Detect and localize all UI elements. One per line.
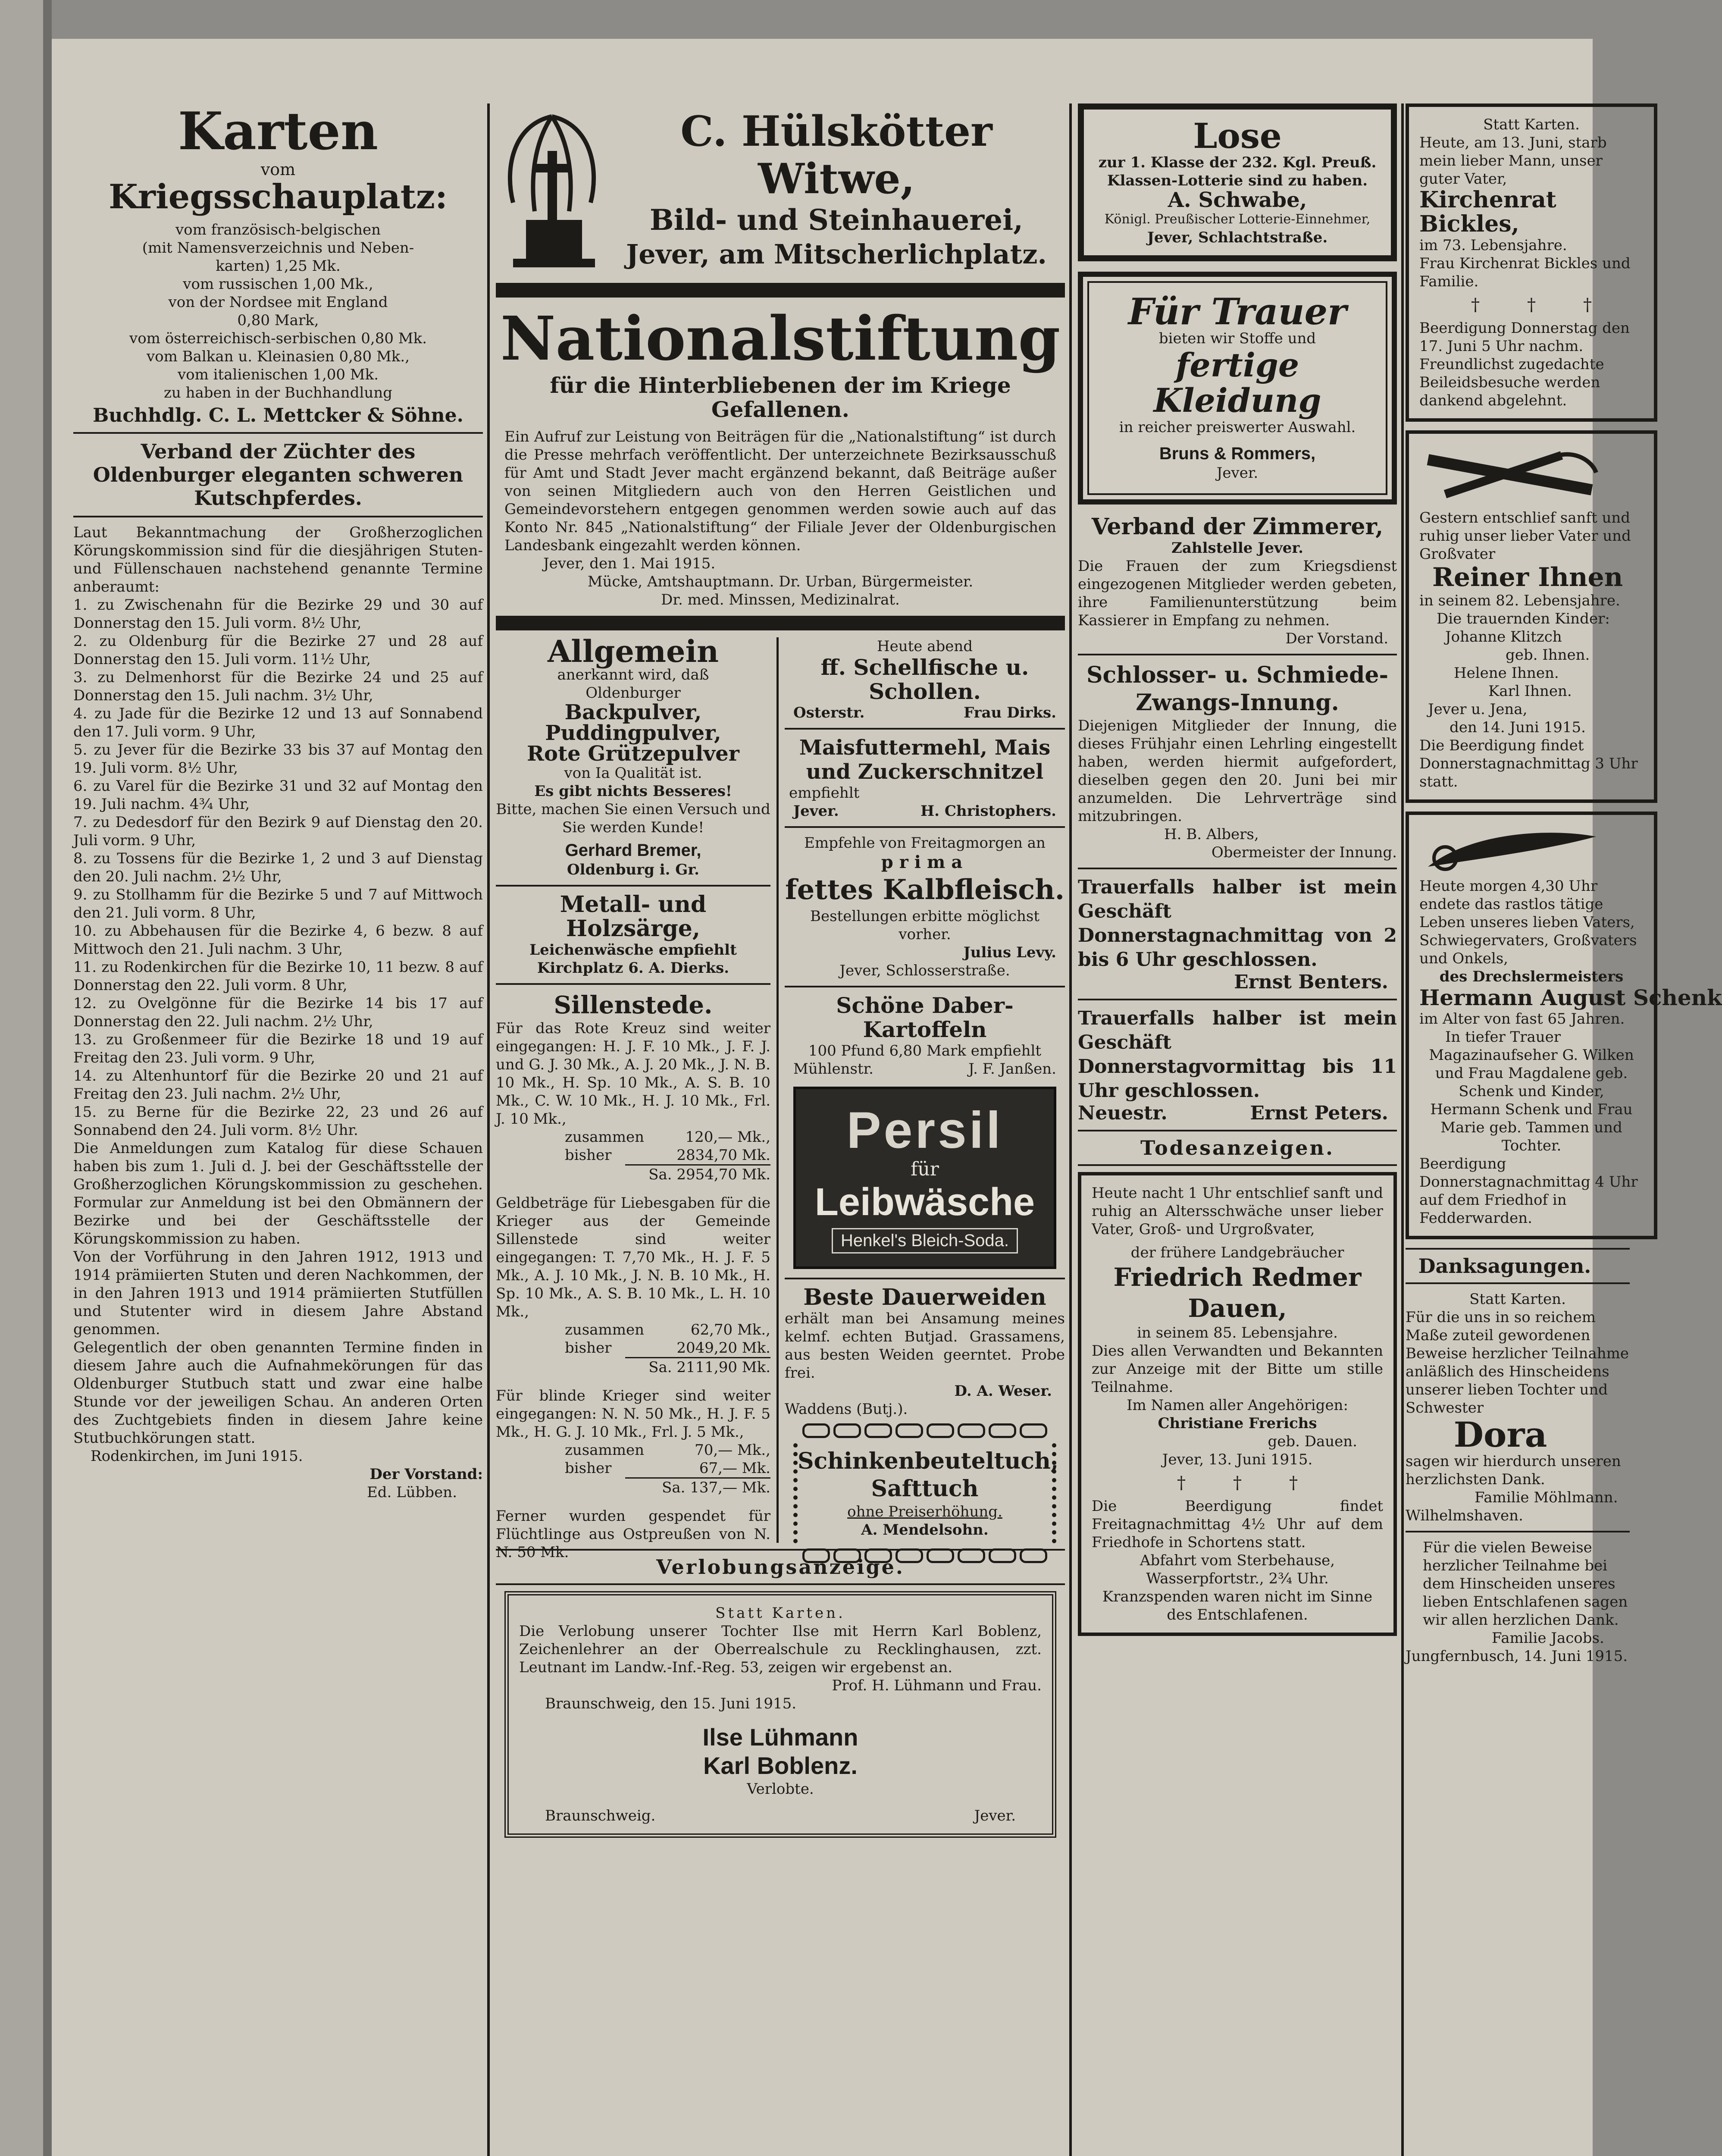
column-1 [73, 103, 483, 1501]
mais-ad [785, 736, 1065, 820]
subcolumn-left [496, 633, 779, 1561]
dora-danksagung [1406, 1290, 1630, 1525]
newspaper-page [52, 39, 1722, 2156]
sum-label: zusammen [565, 1321, 645, 1338]
divider [1406, 1531, 1630, 1532]
sum-row [496, 1146, 770, 1164]
mais-title: Maisfuttermehl, Mais und Zuckerschnitzel [799, 736, 1051, 784]
schlosser-role: Obermeister der Innung. [1211, 844, 1397, 861]
sum-row [496, 1339, 770, 1357]
bookshop-name: Buchhdlg. C. L. Mettcker & Söhne. [93, 404, 463, 426]
dauen-kranz: Kranzspenden waren nicht im Sinne des Entschlafenen. [1102, 1588, 1373, 1623]
termin-item: 10. zu Abbehausen für die Bezirke 4, 6 bezw. 8 auf Mittwoch den 21. Juli nachm. 3 Uhr, [73, 922, 483, 958]
sillenstede-notice [496, 991, 770, 1561]
termin-item: 12. zu Ovelgönne für die Bezirke 14 bis 17 auf Donnerstag den 22. Juli nachm. 2½ Uhr, [73, 995, 483, 1030]
karten-title: Karten [178, 101, 379, 162]
sum-value: 120,— Mk., [685, 1128, 770, 1146]
kartoffel-address: Mühlenstr. [793, 1060, 874, 1078]
fish-pre: Heute abend [877, 638, 973, 655]
cross-icon: † [1289, 1473, 1298, 1493]
schenk-s1: Magazinaufseher G. Wilken und Frau Magdalene geb. Schenk und Kinder, [1429, 1047, 1634, 1100]
divider [785, 1278, 1065, 1279]
termin-item: 14. zu Altenhuntorf für die Bezirke 20 und 21 auf Freitag den 23. Juli nachm. 2½ Uhr, [73, 1067, 483, 1103]
map-item: vom Balkan u. Kleinasien 0,80 Mk., [146, 348, 410, 365]
firm-name: Gerhard Bremer, [565, 841, 701, 860]
trauer-firm: Bruns & Rommers, [1159, 444, 1316, 463]
schlosser-name: H. B. Albers, [1164, 826, 1259, 843]
cross-icon: † [1233, 1473, 1242, 1493]
ihnen-date: Jever u. Jena, [1428, 701, 1528, 718]
mais-address: Jever. [793, 802, 839, 820]
schlosser-text: Diejenigen Mitglieder der Innung, die dieses Frühjahr einen Lehrling eingestellt haben, werden hiermit aufgefordert, dieselben gegen den 20. Juni bei mir anzumelden. Die Lehrverträge sind mitzubringen. [1078, 717, 1397, 825]
slogan: Es gibt nichts Besseres! [534, 783, 732, 800]
bickles-statt: Statt Karten. [1483, 116, 1580, 133]
sillenstede-title: Sillenstede. [554, 991, 713, 1019]
lose-ad [1078, 103, 1397, 261]
palm-cross-icon [1419, 442, 1600, 507]
ihnen-beerdigung: Die Beerdigung findet Donnerstagnachmittag 3 Uhr statt. [1419, 737, 1638, 790]
bickles-age: im 73. Lebensjahre. [1419, 237, 1567, 254]
bitte-text: Bitte, machen Sie einen Versuch und Sie werden Kunde! [496, 801, 770, 836]
ihnen-kind: Karl Ihnen. [1488, 683, 1572, 700]
geld-text: Geldbeträge für Liebesgaben für die Krieger aus der Gemeinde Sillenstede sind weiter eingegangen: T. 7,70 Mk., H. J. F. 5 Mk., A. J. 10 Mk., J. N. B. 10 Mk., H. Sp. 10 Mk., A. S. B. 10 Mk., L. H. 10 Mk., [496, 1194, 770, 1320]
sum-total: Sa. 2111,90 Mk. [625, 1357, 770, 1376]
dank-statt: Statt Karten. [1469, 1291, 1566, 1308]
termin-item: 5. zu Jever für die Bezirke 33 bis 37 auf Montag den 19. Juli vorm. 8½ Uhr, [73, 741, 483, 777]
karten-subtitle: Kriegsschauplatz: [109, 177, 448, 216]
allgemein-line: anerkannt wird, daß [557, 666, 709, 683]
product-name: Rote Grützepulver [527, 742, 739, 766]
peters-address: Neuestr. [1078, 1102, 1168, 1124]
city-right: Jever. [974, 1807, 1016, 1824]
dauen-abfahrt: Abfahrt vom Sterbehause, Wasserpfortstr., 2¾ Uhr. [1140, 1552, 1335, 1587]
verlobung-heading: Verlobungsanzeige. [656, 1555, 905, 1579]
termin-item: 4. zu Jade für die Bezirke 12 und 13 auf Sonnabend den 17. Juli vorm. 9 Uhr, [73, 705, 483, 740]
black-bar [496, 616, 1065, 630]
peters-name: Ernst Peters. [1250, 1102, 1388, 1124]
kartoffel-footer [785, 1060, 1065, 1078]
divider [785, 826, 1065, 828]
persil-ad [793, 1087, 1056, 1269]
dauen-namen: Im Namen aller Angehörigen: [1127, 1397, 1348, 1414]
nationalstiftung-text: Ein Aufruf zur Leistung von Beiträgen für die „Nationalstiftung“ ist durch die Presse mehrfach veröffentlicht. Der unterzeichnete Bezirksausschuß für Amt und Stadt Jever macht ergänzend bekannt, daß Beiträge außer von seinen Mitgliedern auch von den Herren Geistlichen und Gemeindevorstehern entgegen genommen werden sowie auch auf das Konto Nr. 845 „Nationalstiftung“ der Filiale Jever der Oldenburgischen Landesbank eingezahlt werden können. [504, 428, 1056, 554]
schenk-age: im Alter von fast 65 Jahren. [1419, 1010, 1625, 1028]
allgemein-line: Oldenburger [585, 684, 681, 702]
sum-label: bisher [565, 1460, 612, 1477]
trauer-title2: fertige Kleidung [1153, 346, 1321, 420]
ihnen-kind: Johanne Klitzch [1445, 628, 1562, 646]
ihnen-age: in seinem 82. Lebensjahre. [1419, 592, 1620, 609]
bickles-name: Kirchenrat Bickles, [1419, 187, 1556, 237]
persil-leibwaesche: Leibwäsche [814, 1181, 1035, 1224]
sum-value: 70,— Mk., [695, 1442, 770, 1459]
ferner-text: Ferner wurden gespendet für Flüchtlinge aus Ostpreußen von N. N. 50 Mk. [496, 1507, 770, 1561]
dauerweiden-name: D. A. Weser. [954, 1382, 1052, 1400]
termin-item: 15. zu Berne für die Bezirke 22, 23 und 26 auf Sonnabend den 24. Juli vorm. 8½ Uhr. [73, 1103, 483, 1139]
mais-footer [785, 802, 1065, 820]
column-rule [1069, 103, 1072, 2156]
verband-intro: Laut Bekanntmachung der Großherzoglichen Körungskommission sind für die diesjährigen Stuten- und Füllenschauen nachstehend genannte Termine anberaumt: [73, 524, 483, 595]
column-4 [1406, 103, 1722, 1665]
termin-item: 7. zu Dedesdorf für den Bezirk 9 auf Dienstag den 20. Juli vorm. 9 Uhr, [73, 814, 483, 849]
sum-row [496, 1459, 770, 1477]
map-item: vom russischen 1,00 Mk., [183, 276, 373, 293]
termin-item: 8. zu Tossens für die Bezirke 1, 2 und 3 auf Dienstag den 20. Juli nachm. 2½ Uhr, [73, 850, 483, 885]
huelskoetter-name: C. Hülskötter Witwe, [680, 107, 992, 203]
map-item: von der Nordsee mit England [168, 294, 388, 311]
bickles-sign: Frau Kirchenrat Bickles und Familie. [1419, 255, 1631, 290]
dauen-name: Friedrich Redmer Dauen, [1113, 1263, 1362, 1323]
column-rule [1401, 103, 1404, 2156]
ihnen-trauer: Die trauernden Kinder: [1437, 610, 1610, 627]
huelskoetter-sub: Bild- und Steinhauerei, [649, 203, 1024, 237]
sum-label: zusammen [565, 1442, 645, 1459]
verlobung-label: Verlobte. [747, 1780, 814, 1798]
kalb-pre: Empfehle von Freitagmorgen an [804, 834, 1046, 852]
termin-item: 6. zu Varel für die Bezirke 31 und 32 auf Montag den 19. Juli nachm. 4¾ Uhr, [73, 777, 483, 813]
sum-label: zusammen [565, 1128, 645, 1146]
bickles-freund: Freundlichst zugedachte Beileidsbesuche werden dankend abgelehnt. [1419, 356, 1604, 409]
lose-sub: Königl. Preußischer Lotterie-Einnehmer, [1104, 212, 1371, 227]
cross-row [1419, 295, 1644, 315]
product-name: Puddingpulver, [545, 721, 721, 745]
danksagungen-heading: Danksagungen. [1418, 1254, 1591, 1278]
zimmerer-sign: Der Vorstand. [1285, 630, 1388, 647]
column-2 [496, 103, 1065, 1842]
lose-name: A. Schwabe, [1168, 188, 1307, 212]
zimmerer-sub: Zahlstelle Jever. [1171, 539, 1303, 557]
saerge-sub: Leichenwäsche empfiehlt [529, 941, 737, 959]
divider [1078, 654, 1397, 655]
schlosser-notice [1078, 661, 1397, 862]
kartoffel-title: Schöne Daber-Kartoffeln [836, 993, 1014, 1042]
sum-row [496, 1441, 770, 1459]
persil-henkel: Henkel's Bleich-Soda. [832, 1228, 1018, 1253]
sum-label: bisher [565, 1339, 612, 1357]
cross-icon: † [1527, 295, 1536, 315]
kartoffel-name: J. F. Janßen. [968, 1060, 1056, 1078]
benters-text: Trauerfalls halber ist mein Geschäft Donnerstagnachmittag von 2 bis 6 Uhr geschlossen. [1078, 876, 1397, 971]
dauen-text: Heute nacht 1 Uhr entschlief sanft und ruhig an Altersschwäche unser lieber Vater, Groß- und Urgroßvater, [1092, 1185, 1383, 1238]
page-stack-edge [43, 0, 52, 2156]
signature-title: Der Vorstand: [369, 1466, 483, 1483]
kalb-address: Jever, Schlosserstraße. [839, 962, 1010, 979]
dauen-date: Jever, 13. Juni 1915. [1162, 1451, 1313, 1468]
cross-icon: † [1471, 295, 1480, 315]
map-item: 0,80 Mark, [237, 312, 319, 329]
kalbfleisch-ad [785, 834, 1065, 980]
kalb-text: Bestellungen erbitte möglichst vorher. [810, 908, 1039, 943]
verlobung-cities [519, 1798, 1042, 1825]
sum-row [496, 1128, 770, 1146]
fish-name: Frau Dirks. [964, 704, 1056, 721]
schenk-text: Heute morgen 4,30 Uhr endete das rastlos tätige Leben unseres lieben Vaters, Schwiegervaters, Großvaters und Onkels, [1419, 877, 1637, 967]
schenk-trauer: In tiefer Trauer [1445, 1028, 1561, 1046]
bickles-text: Heute, am 13. Juni, starb mein lieber Mann, unser guter Vater, [1419, 134, 1607, 188]
trauer-sub: bieten wir Stoffe und [1158, 330, 1316, 347]
allgemein-ad [496, 633, 770, 879]
map-item: zu haben in der Buchhandlung [164, 384, 392, 401]
signature-name: Ed. Lübben. [366, 1484, 457, 1501]
zimmerer-notice [1078, 515, 1397, 648]
map-item: (mit Namensverzeichnis und Neben- [142, 239, 414, 257]
termin-item: 9. zu Stollhamm für die Bezirke 5 und 7 auf Mittwoch den 21. Juli vorm. 8 Uhr, [73, 886, 483, 921]
sum-value: 2049,20 Mk. [676, 1339, 770, 1357]
termin-item: 13. zu Großenmeer für die Bezirke 18 und 19 auf Freitag den 23. Juli vorm. 9 Uhr, [73, 1031, 483, 1066]
verlobung-text: Die Verlobung unserer Tochter Ilse mit Herrn Karl Boblenz, Zeichenlehrer an der Oberrealschule zu Recklinghausen, zzt. Leutnant im Landw.-Inf.-Reg. 53, zeigen wir ergebenst an. [519, 1623, 1042, 1676]
termin-item: 3. zu Delmenhorst für die Bezirke 24 und 25 auf Donnerstag den 15. Juli nachm. 3½ Uhr, [73, 669, 483, 704]
ihnen-obituary [1406, 430, 1657, 803]
jacobs-danksagung [1406, 1539, 1630, 1665]
product-name: Backpulver, [564, 700, 702, 724]
divider [1078, 868, 1397, 869]
column-3 [1078, 103, 1397, 1645]
kalb-row [785, 907, 1065, 943]
schenk-beerdigung: Beerdigung Donnerstagnachmittag 4 Uhr auf dem Friedhof in Fedderwarden. [1419, 1155, 1638, 1227]
schinken-sub: ohne Preiserhöhung. [847, 1503, 1002, 1520]
firm-city: Oldenburg i. Gr. [567, 861, 699, 878]
nationalstiftung-date: Jever, den 1. Mai 1915. [543, 555, 716, 572]
dauerweiden-ad [785, 1285, 1065, 1418]
schinken-ad [793, 1443, 1059, 1543]
bride-name: Ilse Lühmann [702, 1724, 858, 1751]
fish-title: ff. Schellfische u. Schollen. [820, 655, 1029, 704]
dauen-sign2: geb. Dauen. [1268, 1433, 1357, 1450]
map-item: vom französisch-belgischen [175, 221, 381, 238]
ihnen-date2: den 14. Juni 1915. [1450, 719, 1586, 736]
sillenstede-text: Für das Rote Kreuz sind weiter eingegangen: H. J. F. 10 Mk., J. F. J. und G. J. 30 Mk., A. J. 20 Mk., J. N. B. 10 Mk., H. Sp. 10 Mk., A. S. B. 10 Mk., C. W. 10 Mk., H. J. 10 Mk., Frl. J. 10 Mk., [496, 1020, 770, 1128]
persil-fuer: für [911, 1158, 939, 1180]
sum-value: 2834,70 Mk. [676, 1147, 770, 1164]
divider [1078, 1164, 1397, 1166]
peters-text: Trauerfalls halber ist mein Geschäft Donnerstagvormittag bis 11 Uhr geschlossen. [1078, 1007, 1397, 1102]
allgemein-title: Allgemein [547, 633, 719, 669]
dauen-obituary [1078, 1172, 1397, 1636]
cross-icon: † [1583, 295, 1592, 315]
divider [785, 986, 1065, 987]
ihnen-name: Reiner Ihnen [1432, 562, 1623, 592]
gelegentlich-text: Gelegentlich der oben genannten Termine finden in diesem Jahre auch die Aufnahmekörungen für das Oldenburger Stutbuch statt und zwar eine halbe Stunde vor der jeweiligen Schau. An anderen Orten des Zuchtgebiets finden in diesem Jahre keine Stutbuchkörungen statt. [73, 1339, 483, 1447]
dauen-sign1: Christiane Frerichs [1158, 1415, 1317, 1432]
anmeldung-text: Die Anmeldungen zum Katalog für diese Schauen haben bis zum 1. Juli d. J. bei der Geschäftsstelle der Großherzoglichen Körungskommission zu geschehen. Formular zur Anmeldung ist bei den Obmännern der Bezirke und bei der Geschäftsstelle der Körungskommission zu haben. [73, 1140, 483, 1247]
feather-icon [1419, 824, 1600, 875]
sum-label: bisher [565, 1147, 612, 1164]
verband-title: Verband der Züchter des Oldenburger eleganten schweren Kutschpferdes. [93, 440, 463, 510]
place-date: Rodenkirchen, im Juni 1915. [91, 1448, 303, 1465]
peters-notice [1078, 1006, 1397, 1124]
dauerweiden-city: Waddens (Butj.). [785, 1401, 908, 1418]
divider [496, 885, 770, 887]
peters-footer [1078, 1103, 1397, 1124]
sum-total: Sa. 2954,70 Mk. [625, 1164, 770, 1184]
kalb-name: Julius Levy. [963, 944, 1056, 961]
divider [496, 983, 770, 985]
cross-icon: † [1177, 1473, 1186, 1493]
fish-address: Osterstr. [793, 704, 865, 721]
lose-address: Jever, Schlachtstraße. [1147, 229, 1328, 246]
dank2-sign: Familie Jacobs. [1492, 1630, 1604, 1647]
dauerweiden-text: erhält man bei Ansamung meines kelmf. echten Butjad. Grassamens, aus besten Weiden geerntet. Probe frei. [785, 1310, 1065, 1382]
benters-notice [1078, 875, 1397, 993]
dank2-date: Jungfernbusch, 14. Juni 1915. [1406, 1648, 1628, 1665]
termin-item: 11. zu Rodenkirchen für die Bezirke 10, 11 bezw. 8 auf Donnerstag den 22. Juli vorm. 8 Uhr, [73, 959, 483, 994]
subcolumn-right [779, 637, 1065, 1543]
verlobung-parents: Prof. H. Lühmann und Frau. [832, 1677, 1042, 1694]
saerge-address: Kirchplatz 6. A. Dierks. [537, 959, 730, 977]
verlobung-date: Braunschweig, den 15. Juni 1915. [545, 1695, 797, 1712]
mais-emp: empfiehlt [789, 784, 860, 802]
trauer-sub2: in reicher preiswerter Auswahl. [1119, 419, 1356, 436]
lose-title: Lose [1193, 116, 1282, 156]
blind-text: Für blinde Krieger sind weiter eingegangen: N. N. 50 Mk., H. J. F. 5 Mk., H. G. J. 10 Mk., Frl. J. 5 Mk., [496, 1387, 770, 1441]
trauer-ad [1078, 272, 1397, 505]
ihnen-kind: geb. Ihnen. [1506, 646, 1590, 664]
schinken-name: A. Mendelsohn. [861, 1521, 989, 1539]
bickles-obituary [1406, 103, 1657, 422]
dank-name: Dora [1453, 1414, 1547, 1455]
saerge-ad [496, 893, 770, 977]
bickles-beerdigung: Beerdigung Donnerstag den 17. Juni 5 Uhr nachm. [1419, 320, 1630, 355]
zimmerer-text: Die Frauen der zum Kriegsdienst eingezogenen Mitglieder werden gebeten, ihre Familienunterstützung beim Kassierer in Empfang zu nehmen. [1078, 558, 1397, 629]
sum-row [496, 1321, 770, 1339]
divider [1078, 999, 1397, 1000]
lose-text: zur 1. Klasse der 232. Kgl. Preuß. Klassen-Lotterie sind zu haben. [1098, 154, 1377, 189]
saerge-title: Metall- und Holzsärge, [560, 891, 707, 942]
kartoffel-text: 100 Pfund 6,80 Mark empfiehlt [808, 1042, 1042, 1059]
fish-ad [785, 637, 1065, 722]
sum-value: 67,— Mk. [699, 1460, 770, 1477]
map-item: vom italienischen 1,00 Mk. [177, 366, 379, 383]
divider [1406, 1282, 1630, 1284]
sum-total: Sa. 137,— Mk. [625, 1477, 770, 1497]
dauerweiden-title: Beste Dauerweiden [803, 1284, 1046, 1310]
chain-border-top [785, 1423, 1065, 1438]
dauen-pre: der frühere Landgebräucher [1130, 1244, 1344, 1261]
city-left: Braunschweig. [545, 1807, 656, 1824]
vorfuehrung-text: Von der Vorführung in den Jahren 1912, 1913 und 1914 prämiierten Stuten und deren Nachkommen, der in den Jahren 1913 und 1914 prämiierten Stutfüllen und Stutenter wird in diesem Jahre Abstand genommen. [73, 1248, 483, 1338]
divider [73, 432, 483, 434]
todesanzeigen-heading: Todesanzeigen. [1140, 1136, 1334, 1159]
fish-footer [785, 704, 1065, 722]
mais-name: H. Christophers. [920, 802, 1056, 820]
dauen-beerdigung: Die Beerdigung findet Freitagnachmittag 4½ Uhr auf dem Friedhofe in Schortens statt. [1092, 1498, 1383, 1551]
cross-row [1092, 1473, 1383, 1493]
divider [73, 516, 483, 517]
black-bar [496, 283, 1065, 298]
column-rule [487, 103, 490, 2156]
schenk-obituary [1406, 812, 1722, 1239]
trauer-title: Für Trauer [1128, 290, 1347, 333]
termin-item: 2. zu Oldenburg für die Bezirke 27 und 28 auf Donnerstag den 15. Juli vorm. 11½ Uhr, [73, 633, 483, 668]
verlobung-statt: Statt Karten. [715, 1604, 845, 1622]
kalb-title: fettes Kalbfleisch. [785, 874, 1065, 906]
ihnen-text: Gestern entschlief sanft und ruhig unser lieber Vater und Großvater [1419, 509, 1631, 563]
divider [785, 728, 1065, 730]
schinken-title: Schinkenbeuteltuch, Safttuch [798, 1448, 1059, 1502]
termin-item: 1. zu Zwischenahn für die Bezirke 29 und 30 auf Donnerstag den 15. Juli vorm. 8½ Uhr, [73, 596, 483, 632]
divider [1406, 1248, 1630, 1250]
dank-sign: Familie Möhlmann. [1475, 1489, 1618, 1506]
karten-ad [73, 103, 483, 426]
two-subcolumns [496, 633, 1065, 1561]
karten-vom: vom [260, 160, 296, 179]
nationalstiftung-title: Nationalstiftung [500, 304, 1061, 374]
groom-name: Karl Boblenz. [703, 1752, 858, 1779]
nationalstiftung-sign2: Dr. med. Minssen, Medizinalrat. [661, 591, 900, 608]
kartoffel-ad [785, 993, 1065, 1078]
map-item: vom österreichisch-serbischen 0,80 Mk. [129, 330, 427, 347]
dauen-age: in seinem 85. Lebensjahre. [1137, 1324, 1338, 1341]
dank2-text: Für die vielen Beweise herzlicher Teilnahme bei dem Hinscheiden unseres lieben Entschlafenen sagen wir allen herzlichen Dank. [1423, 1539, 1628, 1629]
sum-value: 62,70 Mk., [690, 1321, 770, 1338]
map-item: karten) 1,25 Mk. [216, 257, 341, 275]
divider [496, 1583, 1065, 1585]
nationalstiftung-sign1: Mücke, Amtshauptmann. Dr. Urban, Bürgermeister. [587, 573, 974, 590]
dauen-dies: Dies allen Verwandten und Bekannten zur Anzeige mit der Bitte um stille Teilnahme. [1092, 1342, 1383, 1396]
schenk-name: Hermann August Schenk [1419, 985, 1722, 1010]
persil-brand: Persil [846, 1101, 1003, 1159]
nationalstiftung-notice [496, 304, 1065, 609]
dank-text: Für die uns in so reichem Maße zuteil gewordenen Beweise herzlicher Teilnahme anläßlich des Hinscheidens unserer lieben Tochter und Schwester [1406, 1309, 1629, 1416]
schenk-s2: Hermann Schenk und Frau Marie geb. Tammen und Tochter. [1430, 1101, 1633, 1154]
kalb-prima: prima [881, 852, 969, 872]
dank-text2: sagen wir hierdurch unseren herzlichsten Dank. [1406, 1453, 1621, 1488]
huelskoetter-address: Jever, am Mitscherlichplatz. [626, 238, 1047, 270]
ihnen-kind: Helene Ihnen. [1454, 664, 1559, 682]
book-spine [0, 0, 52, 2156]
benters-name: Ernst Benters. [1234, 971, 1388, 993]
trauer-city: Jever. [1216, 464, 1259, 482]
verlobung-ad [504, 1591, 1056, 1838]
zimmerer-title: Verband der Zimmerer, [1091, 514, 1384, 540]
divider [1078, 1130, 1397, 1131]
gravestone-willow-icon [496, 108, 608, 272]
schenk-pre: des Drechslermeisters [1439, 968, 1624, 985]
huelskoetter-ad [496, 103, 1065, 276]
dank-city: Wilhelmshaven. [1406, 1507, 1523, 1524]
quality-text: von Ia Qualität ist. [564, 765, 702, 782]
schlosser-title: Schlosser- u. Schmiede-Zwangs-Innung. [1086, 662, 1389, 716]
nationalstiftung-subtitle: für die Hinterbliebenen der im Kriege Gefallenen. [550, 373, 1011, 422]
